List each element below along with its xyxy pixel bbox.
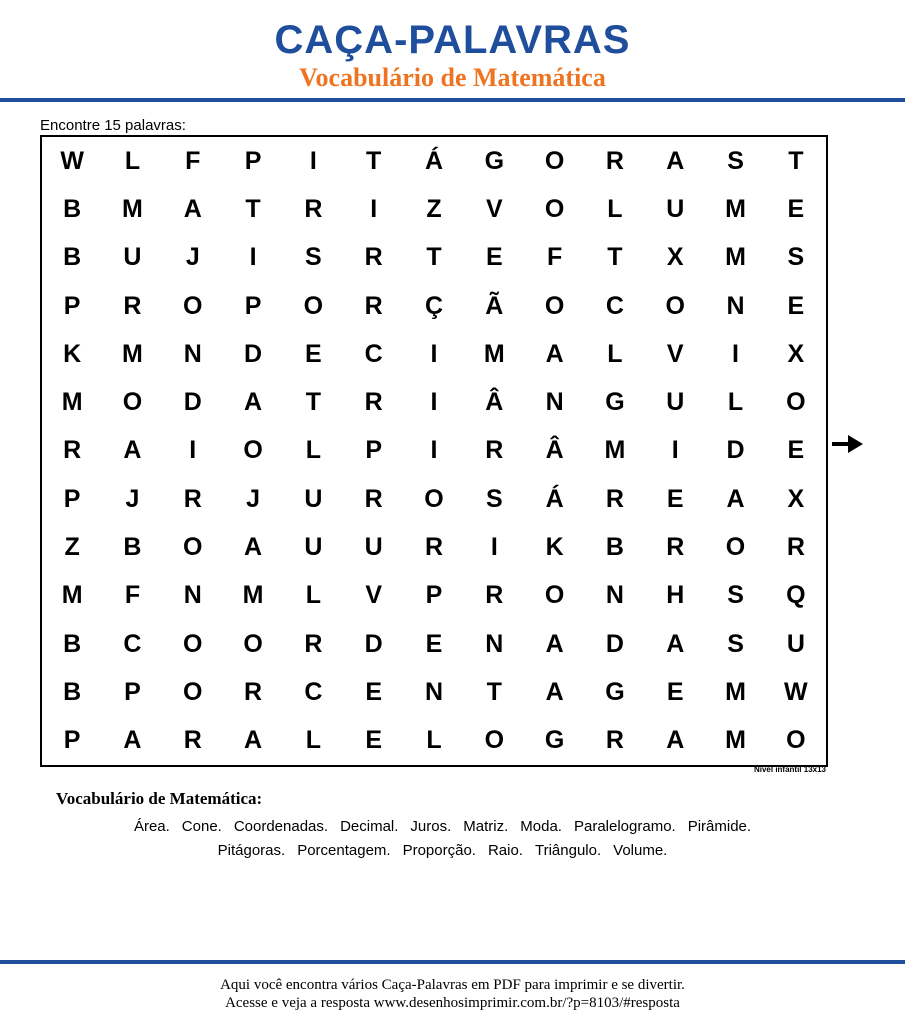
level-label: Nível infantil 13x13 bbox=[753, 765, 826, 774]
vocabulary-word: Moda. bbox=[520, 818, 562, 835]
grid-cell: I bbox=[430, 339, 438, 368]
grid-cell: G bbox=[484, 146, 505, 175]
grid-cell: T bbox=[788, 146, 804, 175]
vocabulary-word: Proporção. bbox=[402, 842, 476, 859]
grid-cell: L bbox=[305, 726, 322, 755]
grid-cell: E bbox=[305, 339, 322, 368]
grid-cell: U bbox=[786, 629, 805, 658]
grid-cell: E bbox=[666, 678, 684, 707]
grid-cell: A bbox=[545, 678, 564, 707]
footer-line2: Acesse e veja a resposta www.desenhosimprimir.com.br/?p=8103/#resposta bbox=[225, 995, 680, 1011]
grid-cell: P bbox=[425, 581, 443, 610]
grid-cell: I bbox=[732, 339, 739, 368]
grid-cell: P bbox=[63, 291, 81, 320]
grid-cell: R bbox=[605, 726, 624, 755]
grid-cell: A bbox=[244, 533, 263, 562]
grid-cell: P bbox=[244, 291, 262, 320]
grid-cell: R bbox=[605, 146, 624, 175]
grid-cell: R bbox=[63, 436, 82, 465]
grid-cell: G bbox=[544, 726, 565, 755]
grid-cell: A bbox=[666, 629, 685, 658]
grid-cell: B bbox=[63, 243, 82, 272]
grid-cell: W bbox=[60, 146, 84, 175]
grid-cell: V bbox=[365, 581, 383, 610]
grid-cell: A bbox=[666, 146, 685, 175]
grid-cell: Z bbox=[64, 533, 80, 562]
vocabulary-word: Porcentagem. bbox=[297, 842, 391, 859]
grid-cell: I bbox=[370, 194, 378, 223]
grid-cell: L bbox=[124, 146, 141, 175]
grid-cell: O bbox=[544, 291, 565, 320]
vocabulary-word: Raio. bbox=[487, 842, 523, 859]
grid-cell: I bbox=[430, 436, 438, 465]
grid-cell: L bbox=[426, 726, 442, 755]
grid-cell: I bbox=[249, 243, 257, 272]
grid-cell: D bbox=[605, 629, 624, 658]
grid-cell: M bbox=[242, 581, 264, 610]
grid-cell: I bbox=[671, 436, 679, 465]
grid-cell: N bbox=[485, 629, 504, 658]
grid-cell: L bbox=[727, 388, 744, 417]
grid-cell: S bbox=[787, 243, 805, 272]
grid-cell: R bbox=[304, 629, 323, 658]
grid-cell: L bbox=[607, 194, 623, 223]
grid-cell: M bbox=[725, 243, 746, 272]
grid-cell: E bbox=[787, 194, 805, 223]
grid-cell: L bbox=[305, 581, 322, 610]
grid-cell: O bbox=[424, 484, 444, 513]
grid-cell: N bbox=[726, 291, 745, 320]
grid-cell: S bbox=[485, 484, 503, 513]
grid-cell: O bbox=[183, 291, 203, 320]
grid-cell: I bbox=[309, 146, 317, 175]
grid-cell: O bbox=[544, 194, 565, 223]
grid-cell: C bbox=[364, 339, 383, 368]
word-search-grid bbox=[40, 135, 828, 767]
grid-cell: B bbox=[123, 533, 142, 562]
grid-cell: R bbox=[605, 484, 624, 513]
bottom-divider bbox=[0, 960, 905, 964]
grid-cell: K bbox=[545, 533, 564, 562]
letter-grid bbox=[42, 137, 826, 765]
grid-cell: G bbox=[605, 678, 625, 707]
vocabulary-word: Paralelogramo. bbox=[573, 818, 676, 835]
vocabulary-word: Volume. bbox=[613, 842, 668, 859]
footer-line1: Aqui você encontra vários Caça-Palavras em PDF para imprimir e se divertir. bbox=[220, 977, 685, 993]
grid-cell: R bbox=[786, 533, 805, 562]
grid-cell: O bbox=[122, 388, 143, 417]
grid-cell: O bbox=[303, 291, 324, 320]
grid-cell: M bbox=[61, 581, 83, 610]
grid-cell: T bbox=[366, 146, 382, 175]
grid-cell: A bbox=[183, 194, 202, 223]
vocabulary-word: Juros. bbox=[410, 818, 452, 835]
grid-cell: O bbox=[665, 291, 685, 320]
grid-cell: A bbox=[545, 339, 564, 368]
grid-cell: R bbox=[666, 533, 685, 562]
grid-cell: K bbox=[63, 339, 82, 368]
grid-cell: N bbox=[545, 388, 564, 417]
right-arrow-icon bbox=[832, 433, 864, 455]
grid-cell: E bbox=[787, 291, 805, 320]
grid-cell: P bbox=[63, 484, 81, 513]
grid-cell: O bbox=[243, 629, 263, 658]
grid-cell: C bbox=[123, 629, 142, 658]
grid-cell: C bbox=[304, 678, 323, 707]
grid-cell: C bbox=[605, 291, 624, 320]
grid-cell: E bbox=[666, 484, 684, 513]
grid-cell: R bbox=[244, 678, 263, 707]
grid-cell: F bbox=[124, 581, 141, 610]
grid-cell: U bbox=[364, 533, 383, 562]
grid-cell: E bbox=[787, 436, 805, 465]
grid-cell: A bbox=[545, 629, 564, 658]
page-title: CAÇA-PALAVRAS bbox=[274, 18, 631, 62]
grid-cell: R bbox=[364, 388, 383, 417]
grid-cell: Ç bbox=[424, 291, 444, 320]
grid-cell: R bbox=[364, 484, 383, 513]
vocabulary-list-row1 bbox=[40, 818, 845, 836]
grid-cell: M bbox=[725, 726, 746, 755]
grid-cell: Á bbox=[424, 146, 444, 175]
grid-cell: O bbox=[786, 388, 806, 417]
grid-cell: R bbox=[304, 194, 323, 223]
grid-cell: U bbox=[304, 484, 323, 513]
grid-cell: P bbox=[244, 146, 262, 175]
grid-cell: A bbox=[123, 726, 142, 755]
grid-cell: A bbox=[666, 726, 685, 755]
grid-cell: N bbox=[183, 339, 202, 368]
grid-cell: U bbox=[666, 388, 685, 417]
grid-cell: R bbox=[485, 581, 504, 610]
grid-cell: B bbox=[63, 194, 82, 223]
vocabulary-word: Pirâmide. bbox=[687, 818, 752, 835]
grid-cell: R bbox=[364, 243, 383, 272]
vocabulary-word: Decimal. bbox=[340, 818, 399, 835]
grid-cell: X bbox=[666, 243, 684, 272]
grid-cell: F bbox=[185, 146, 201, 175]
instruction-text: Encontre 15 palavras: bbox=[40, 117, 186, 134]
vocabulary-word: Cone. bbox=[181, 818, 222, 835]
grid-cell: O bbox=[183, 678, 203, 707]
grid-cell: R bbox=[183, 484, 202, 513]
top-divider bbox=[0, 98, 905, 102]
vocabulary-list-row2 bbox=[40, 842, 845, 860]
grid-cell: R bbox=[424, 533, 444, 562]
grid-cell: O bbox=[183, 533, 203, 562]
grid-cell: D bbox=[183, 388, 202, 417]
grid-cell: H bbox=[666, 581, 685, 610]
grid-cell: O bbox=[544, 146, 565, 175]
grid-cell: Q bbox=[786, 581, 806, 610]
grid-cell: S bbox=[305, 243, 322, 272]
grid-cell: F bbox=[546, 243, 563, 272]
grid-cell: J bbox=[185, 243, 200, 272]
grid-cell: B bbox=[63, 678, 82, 707]
grid-cell: M bbox=[483, 339, 505, 368]
grid-cell: A bbox=[244, 726, 263, 755]
grid-cell: U bbox=[304, 533, 323, 562]
grid-cell: A bbox=[726, 484, 745, 513]
vocabulary-word: Coordenadas. bbox=[233, 818, 329, 835]
grid-cell: P bbox=[124, 678, 141, 707]
vocabulary-title: Vocabulário de Matemática: bbox=[56, 789, 263, 808]
grid-cell: V bbox=[485, 194, 503, 223]
vocabulary-word: Triângulo. bbox=[534, 842, 602, 859]
grid-cell: N bbox=[605, 581, 624, 610]
grid-cell: I bbox=[189, 436, 197, 465]
grid-cell: W bbox=[784, 678, 808, 707]
grid-cell: O bbox=[544, 581, 565, 610]
grid-cell: B bbox=[63, 629, 82, 658]
grid-cell: E bbox=[365, 678, 383, 707]
grid-cell: S bbox=[727, 629, 744, 658]
grid-cell: N bbox=[183, 581, 202, 610]
grid-cell: T bbox=[426, 243, 442, 272]
grid-cell: A bbox=[244, 388, 263, 417]
grid-cell: O bbox=[725, 533, 746, 562]
grid-cell: U bbox=[123, 243, 142, 272]
vocabulary-word: Área. bbox=[133, 818, 170, 835]
grid-cell: D bbox=[364, 629, 383, 658]
grid-cell: U bbox=[666, 194, 685, 223]
vocabulary-word: Matriz. bbox=[463, 818, 509, 835]
grid-cell: O bbox=[786, 726, 806, 755]
vocabulary-word: Pitágoras. bbox=[217, 842, 286, 859]
grid-cell: T bbox=[305, 388, 322, 417]
grid-cell: M bbox=[725, 678, 746, 707]
grid-cell: B bbox=[605, 533, 624, 562]
grid-cell: T bbox=[245, 194, 261, 223]
grid-cell: P bbox=[365, 436, 383, 465]
grid-cell: I bbox=[430, 388, 438, 417]
grid-cell: G bbox=[605, 388, 625, 417]
grid-cell: D bbox=[726, 436, 745, 465]
grid-cell: J bbox=[125, 484, 140, 513]
grid-cell: M bbox=[725, 194, 746, 223]
grid-cell: E bbox=[425, 629, 443, 658]
grid-cell: O bbox=[484, 726, 505, 755]
grid-cell: M bbox=[61, 388, 83, 417]
grid-cell: J bbox=[246, 484, 261, 513]
grid-cell: D bbox=[244, 339, 263, 368]
grid-cell: R bbox=[485, 436, 504, 465]
grid-cell: M bbox=[122, 194, 143, 223]
page-subtitle: Vocabulário de Matemática bbox=[299, 63, 606, 92]
grid-cell: X bbox=[787, 339, 805, 368]
grid-cell: Â bbox=[485, 388, 504, 417]
grid-cell: O bbox=[243, 436, 263, 465]
grid-cell: O bbox=[183, 629, 203, 658]
grid-cell: P bbox=[63, 726, 81, 755]
grid-cell: R bbox=[183, 726, 202, 755]
grid-cell: R bbox=[123, 291, 142, 320]
grid-cell: I bbox=[490, 533, 498, 562]
grid-cell: Á bbox=[545, 484, 564, 513]
grid-cell: L bbox=[305, 436, 322, 465]
grid-cell: S bbox=[727, 581, 744, 610]
grid-cell: S bbox=[727, 146, 744, 175]
grid-cell: T bbox=[607, 243, 623, 272]
grid-cell: T bbox=[486, 678, 502, 707]
grid-cell: M bbox=[122, 339, 143, 368]
grid-cell: V bbox=[666, 339, 684, 368]
grid-cell: M bbox=[604, 436, 626, 465]
grid-cell: E bbox=[365, 726, 383, 755]
grid-cell: Z bbox=[426, 194, 442, 223]
grid-cell: R bbox=[364, 291, 383, 320]
grid-cell: X bbox=[787, 484, 805, 513]
grid-cell: N bbox=[424, 678, 444, 707]
grid-cell: Ã bbox=[485, 291, 504, 320]
grid-cell: Â bbox=[545, 436, 564, 465]
grid-cell: E bbox=[485, 243, 503, 272]
grid-cell: L bbox=[607, 339, 623, 368]
grid-cell: A bbox=[123, 436, 142, 465]
